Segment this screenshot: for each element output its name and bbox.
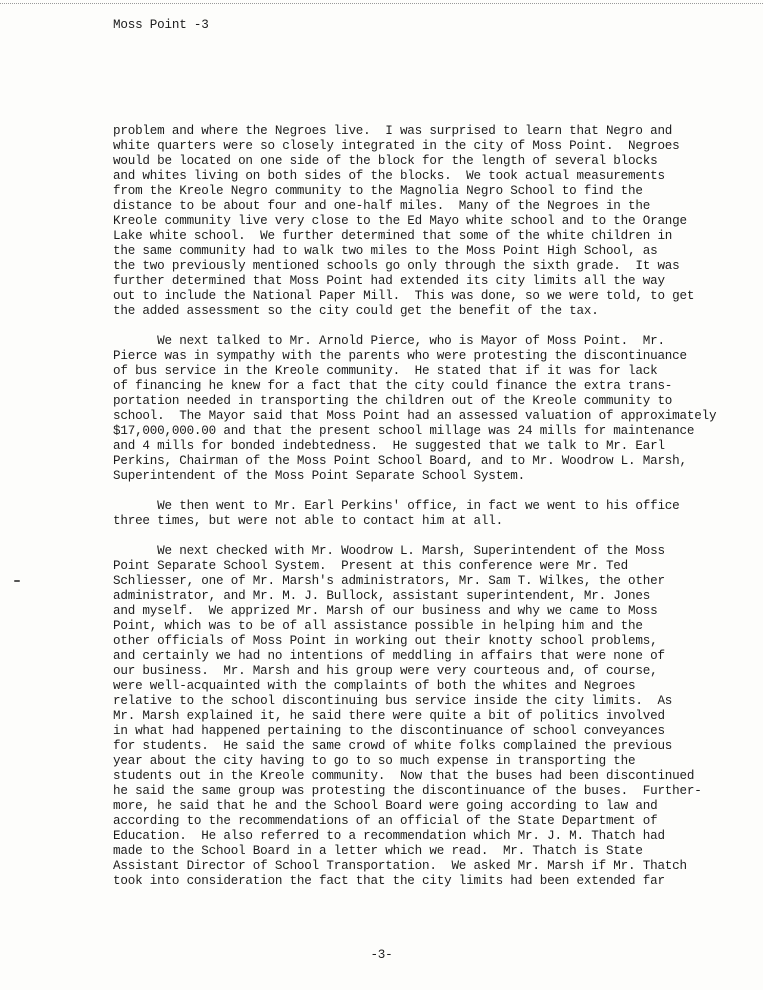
text-line: more, he said that he and the School Board were going according to law and bbox=[113, 799, 658, 813]
text-line: Mr. Marsh explained it, he said there were quite a bit of politics involved bbox=[113, 709, 665, 723]
text-line: administrator, and Mr. M. J. Bullock, assistant superintendent, Mr. Jones bbox=[113, 589, 651, 603]
text-line: Pierce was in sympathy with the parents who were protesting the discontinuance bbox=[113, 349, 687, 363]
text-line: further determined that Moss Point had extended its city limits all the way bbox=[113, 274, 665, 288]
text-line: Perkins, Chairman of the Moss Point School Board, and to Mr. Woodrow L. Marsh, bbox=[113, 454, 687, 468]
text-line: We next talked to Mr. Arnold Pierce, who is Mayor of Moss Point. Mr. bbox=[113, 334, 665, 348]
text-line: from the Kreole Negro community to the Magnolia Negro School to find the bbox=[113, 184, 643, 198]
text-line: three times, but were not able to contact him at all. bbox=[113, 514, 503, 528]
text-line: of bus service in the Kreole community. He stated that if it was for lack bbox=[113, 364, 658, 378]
text-line: Point, which was to be of all assistance possible in helping him and the bbox=[113, 619, 643, 633]
document-body bbox=[113, 124, 753, 904]
text-line: in what had happened pertaining to the discontinuance of school conveyances bbox=[113, 724, 665, 738]
text-line: out to include the National Paper Mill. This was done, so we were told, to get bbox=[113, 289, 695, 303]
text-line: portation needed in transporting the children out of the Kreole community to bbox=[113, 394, 673, 408]
text-line: We next checked with Mr. Woodrow L. Marsh, Superintendent of the Moss bbox=[113, 544, 665, 558]
text-line: and whites living on both sides of the blocks. We took actual measurements bbox=[113, 169, 665, 183]
paragraph-2 bbox=[113, 334, 753, 484]
text-line: Superintendent of the Moss Point Separate School System. bbox=[113, 469, 526, 483]
paragraph-3 bbox=[113, 499, 753, 529]
text-line: Point Separate School System. Present at this conference were Mr. Ted bbox=[113, 559, 629, 573]
text-line: were well-acquainted with the complaints of both the whites and Negroes bbox=[113, 679, 636, 693]
text-line: according to the recommendations of an official of the State Department of bbox=[113, 814, 658, 828]
text-line: Lake white school. We further determined that some of the white children in bbox=[113, 229, 673, 243]
text-line: year about the city having to go to so much expense in transporting the bbox=[113, 754, 636, 768]
text-line: and 4 mills for bonded indebtedness. He suggested that we talk to Mr. Earl bbox=[113, 439, 665, 453]
text-line: the two previously mentioned schools go only through the sixth grade. It was bbox=[113, 259, 680, 273]
text-line: problem and where the Negroes live. I was surprised to learn that Negro and bbox=[113, 124, 673, 138]
top-edge-rule bbox=[0, 3, 763, 4]
text-line: distance to be about four and one-half miles. Many of the Negroes in the bbox=[113, 199, 651, 213]
text-line: Schliesser, one of Mr. Marsh's administrators, Mr. Sam T. Wilkes, the other bbox=[113, 574, 665, 588]
margin-speck bbox=[14, 580, 20, 582]
text-line: $17,000,000.00 and that the present school millage was 24 mills for maintenance bbox=[113, 424, 695, 438]
text-line: Assistant Director of School Transportation. We asked Mr. Marsh if Mr. Thatch bbox=[113, 859, 687, 873]
paragraph-1 bbox=[113, 124, 753, 319]
text-line: for students. He said the same crowd of white folks complained the previous bbox=[113, 739, 673, 753]
text-line: he said the same group was protesting the discontinuance of the buses. Further- bbox=[113, 784, 702, 798]
text-line: other officials of Moss Point in working out their knotty school problems, bbox=[113, 634, 658, 648]
text-line: We then went to Mr. Earl Perkins' office, in fact we went to his office bbox=[113, 499, 680, 513]
text-line: the same community had to walk two miles to the Moss Point High School, as bbox=[113, 244, 658, 258]
text-line: of financing he knew for a fact that the city could finance the extra trans- bbox=[113, 379, 673, 393]
text-line: school. The Mayor said that Moss Point had an assessed valuation of approximately bbox=[113, 409, 717, 423]
text-line: students out in the Kreole community. Now that the buses had been discontinued bbox=[113, 769, 695, 783]
text-line: took into consideration the fact that the city limits had been extended far bbox=[113, 874, 665, 888]
text-line: Kreole community live very close to the Ed Mayo white school and to the Orange bbox=[113, 214, 687, 228]
running-header: Moss Point -3 bbox=[113, 18, 209, 32]
text-line: would be located on one side of the block for the length of several blocks bbox=[113, 154, 658, 168]
text-line: relative to the school discontinuing bus service inside the city limits. As bbox=[113, 694, 673, 708]
text-line: the added assessment so the city could get the benefit of the tax. bbox=[113, 304, 599, 318]
text-line: our business. Mr. Marsh and his group were very courteous and, of course, bbox=[113, 664, 658, 678]
text-line: white quarters were so closely integrated in the city of Moss Point. Negroes bbox=[113, 139, 680, 153]
page-number: -3- bbox=[370, 948, 393, 962]
text-line: and certainly we had no intentions of meddling in affairs that were none of bbox=[113, 649, 665, 663]
text-line: and myself. We apprized Mr. Marsh of our business and why we came to Moss bbox=[113, 604, 658, 618]
text-line: Education. He also referred to a recommendation which Mr. J. M. Thatch had bbox=[113, 829, 665, 843]
paragraph-4 bbox=[113, 544, 753, 889]
text-line: made to the School Board in a letter which we read. Mr. Thatch is State bbox=[113, 844, 643, 858]
